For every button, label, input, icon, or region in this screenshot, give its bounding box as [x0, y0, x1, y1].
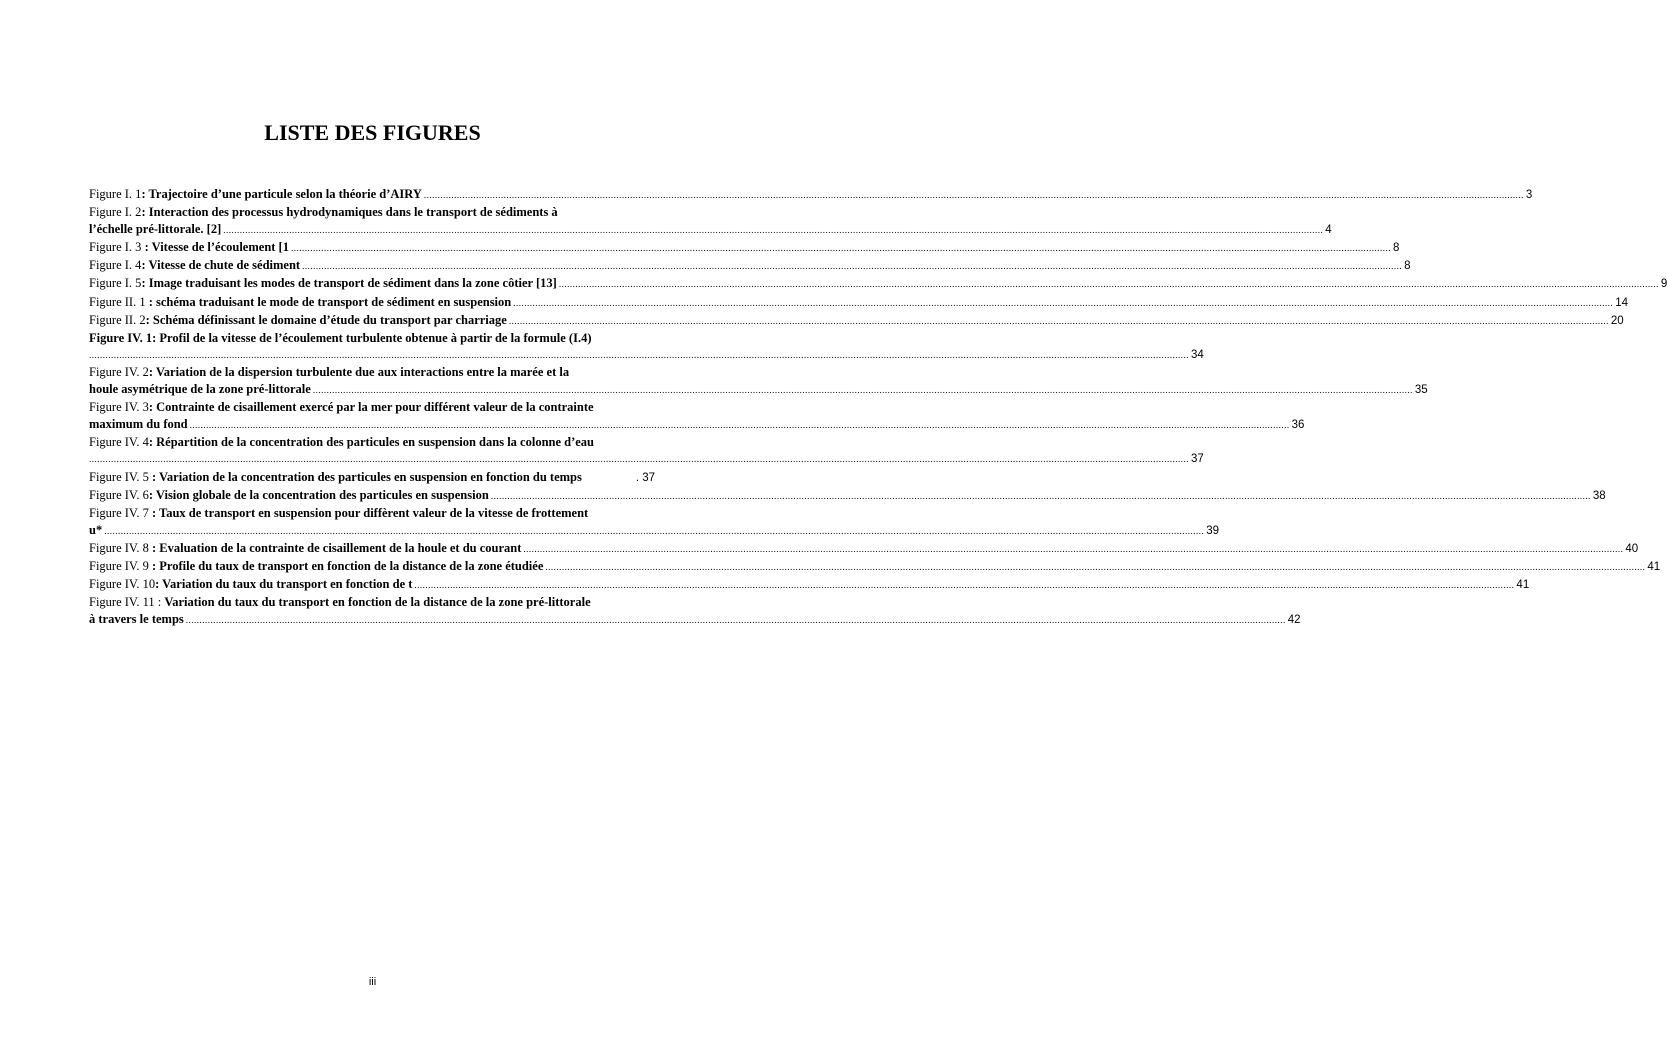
figure-ref: Figure IV. 4	[89, 435, 149, 450]
toc-entry[interactable]	[89, 399, 1305, 434]
dot-leader: ................................................................................................................................................................................................................................................................................................................................................................................................................	[508, 315, 1609, 326]
figure-list	[89, 186, 1667, 629]
dot-leader: ................................................................................................................................................................................................................................................................................................................................................................................................................	[558, 279, 1659, 290]
figure-title: : Evaluation de la contrainte de cisaillement de la houle et du courant	[148, 540, 522, 555]
page-number: . 37	[635, 471, 655, 484]
toc-entry[interactable]	[89, 186, 1533, 204]
toc-entry[interactable]	[89, 558, 1661, 576]
page-number: 39	[1206, 524, 1219, 537]
figure-title: : Schéma définissant le domaine d’étude du transport par charriage	[145, 312, 507, 327]
dot-leader: ................................................................................................................................................................................................................................................................................................................................................................................................................	[290, 243, 1391, 254]
page-number: 41	[1647, 560, 1661, 573]
toc-entry[interactable]	[89, 434, 1204, 468]
figure-title: : Variation de la concentration des particules en suspension en fonction du temps	[148, 469, 582, 484]
figure-title-continued: houle asymétrique de la zone pré-littorale	[89, 382, 311, 397]
toc-entry[interactable]	[89, 364, 1428, 399]
figure-title: Variation du taux du transport en fonction de la distance de la zone pré-littorale	[164, 595, 591, 610]
page-number: 40	[1625, 542, 1639, 555]
figure-title: : Trajectoire d’une particule selon la théorie d’AIRY	[141, 187, 422, 201]
page-number: 14	[1615, 296, 1629, 309]
page-number: 4	[1325, 224, 1332, 237]
figure-title-continued: u*	[89, 522, 103, 537]
dot-leader: ................................................................................................................................................................................................................................................................................................................................................................................................................	[223, 225, 1324, 236]
dot-leader: ................................................................................................................................................................................................................................................................................................................................................................................................................	[189, 420, 1290, 431]
figure-title: : Image traduisant les modes de transport de sédiment dans la zone côtier [13]	[141, 276, 557, 291]
page-number: 34	[1191, 348, 1204, 361]
figure-title: : Profile du taux de transport en fonction de la distance de la zone étudiée	[148, 558, 544, 573]
toc-entry[interactable]	[89, 239, 1400, 257]
toc-entry[interactable]	[89, 576, 1530, 594]
figure-title: : Vitesse de l’écoulement [1	[141, 240, 289, 255]
toc-entry[interactable]	[89, 487, 1606, 505]
page-number: 38	[1592, 489, 1606, 502]
figure-ref: Figure I. 4	[89, 258, 142, 273]
toc-entry[interactable]	[89, 294, 1629, 312]
dot-leader: ................................................................................................................................................................................................................................................................................................................................................................................................................	[423, 190, 1524, 200]
dot-leader: ................................................................................................................................................................................................................................................................................................................................................................................................................	[89, 454, 1189, 465]
figure-ref: Figure I. 2	[89, 205, 142, 220]
figure-ref: Figure IV. 9	[89, 558, 149, 573]
figure-title-continued: maximum du fond	[89, 417, 188, 432]
dot-leader: ................................................................................................................................................................................................................................................................................................................................................................................................................	[312, 385, 1413, 396]
toc-entry[interactable]	[89, 204, 1332, 239]
page-title: LISTE DES FIGURES	[264, 120, 481, 145]
page-number: 20	[1610, 314, 1624, 327]
page-number: 36	[1291, 419, 1305, 432]
dot-leader: ................................................................................................................................................................................................................................................................................................................................................................................................................	[414, 580, 1515, 591]
toc-entry[interactable]	[89, 312, 1624, 330]
toc-entry[interactable]	[89, 594, 1301, 629]
figure-title-continued: à travers le temps	[89, 612, 184, 627]
toc-entry[interactable]	[89, 540, 1639, 558]
dot-leader: ................................................................................................................................................................................................................................................................................................................................................................................................................	[513, 297, 1614, 308]
figure-title: : Variation du taux du transport en fonction de t	[155, 577, 413, 592]
figure-ref: Figure II. 2	[89, 312, 146, 327]
figure-ref: Figure IV. 5	[89, 469, 149, 484]
figure-ref: Figure I. 1	[89, 187, 142, 201]
page-number: 37	[1191, 453, 1204, 466]
figure-ref: Figure IV. 2	[89, 364, 149, 379]
figure-title: : Variation de la dispersion turbulente due aux interactions entre la marée et la	[148, 364, 570, 379]
figure-title: : Vitesse de chute de sédiment	[141, 258, 301, 273]
figure-title: Figure IV. 1: Profil de la vitesse de l’écoulement turbulente obtenue à partir de la formule (I.4)	[89, 330, 592, 345]
dot-leader: ................................................................................................................................................................................................................................................................................................................................................................................................................	[302, 261, 1403, 272]
figure-title-continued: l’échelle pré-littorale. [2]	[89, 222, 222, 237]
toc-entry[interactable]	[89, 469, 655, 487]
figure-title: : Interaction des processus hydrodynamiques dans le transport de sédiments à	[141, 205, 558, 220]
figure-ref: Figure I. 3	[89, 240, 142, 255]
figure-ref: Figure IV. 10	[89, 577, 156, 592]
page-number: 8	[1404, 260, 1411, 273]
figure-ref: Figure II. 1	[89, 294, 146, 309]
toc-entry[interactable]	[89, 275, 1667, 293]
figure-ref: Figure IV. 11 :	[89, 595, 165, 610]
figure-title: : Contrainte de cisaillement exercé par la mer pour différent valeur de la contrainte	[148, 400, 594, 415]
figure-ref: Figure IV. 6	[89, 487, 149, 502]
figure-title: : Vision globale de la concentration des particules en suspension	[148, 487, 489, 502]
figure-title: : Répartition de la concentration des particules en suspension dans la colonne d’eau	[148, 435, 595, 450]
figure-title: : schéma traduisant le mode de transport de sédiment en suspension	[145, 294, 512, 309]
dot-leader: ................................................................................................................................................................................................................................................................................................................................................................................................................	[104, 525, 1205, 536]
toc-entry[interactable]	[89, 505, 1219, 540]
dot-leader: ................................................................................................................................................................................................................................................................................................................................................................................................................	[89, 349, 1189, 360]
dot-leader: ................................................................................................................................................................................................................................................................................................................................................................................................................	[490, 490, 1591, 501]
toc-entry[interactable]	[89, 330, 1204, 364]
page-number-footer: iii	[368, 976, 377, 988]
dot-leader: ................................................................................................................................................................................................................................................................................................................................................................................................................	[185, 615, 1286, 626]
page-number: 9	[1660, 278, 1667, 291]
page-number: 8	[1392, 242, 1400, 255]
toc-entry[interactable]	[89, 257, 1411, 275]
dot-leader: ................................................................................................................................................................................................................................................................................................................................................................................................................	[545, 561, 1646, 572]
figure-ref: Figure I. 5	[89, 276, 142, 291]
page-number: 35	[1414, 384, 1428, 397]
figure-ref: Figure IV. 3	[89, 400, 149, 415]
page-number: 42	[1287, 614, 1301, 627]
page-number: 41	[1516, 579, 1530, 592]
figure-ref: Figure IV. 7	[89, 505, 149, 520]
figure-title: : Taux de transport en suspension pour diffèrent valeur de la vitesse de frottement	[148, 505, 589, 520]
page-number: 3	[1525, 189, 1533, 201]
figure-ref: Figure IV. 8	[89, 540, 149, 555]
dot-leader: ................................................................................................................................................................................................................................................................................................................................................................................................................	[523, 543, 1624, 554]
